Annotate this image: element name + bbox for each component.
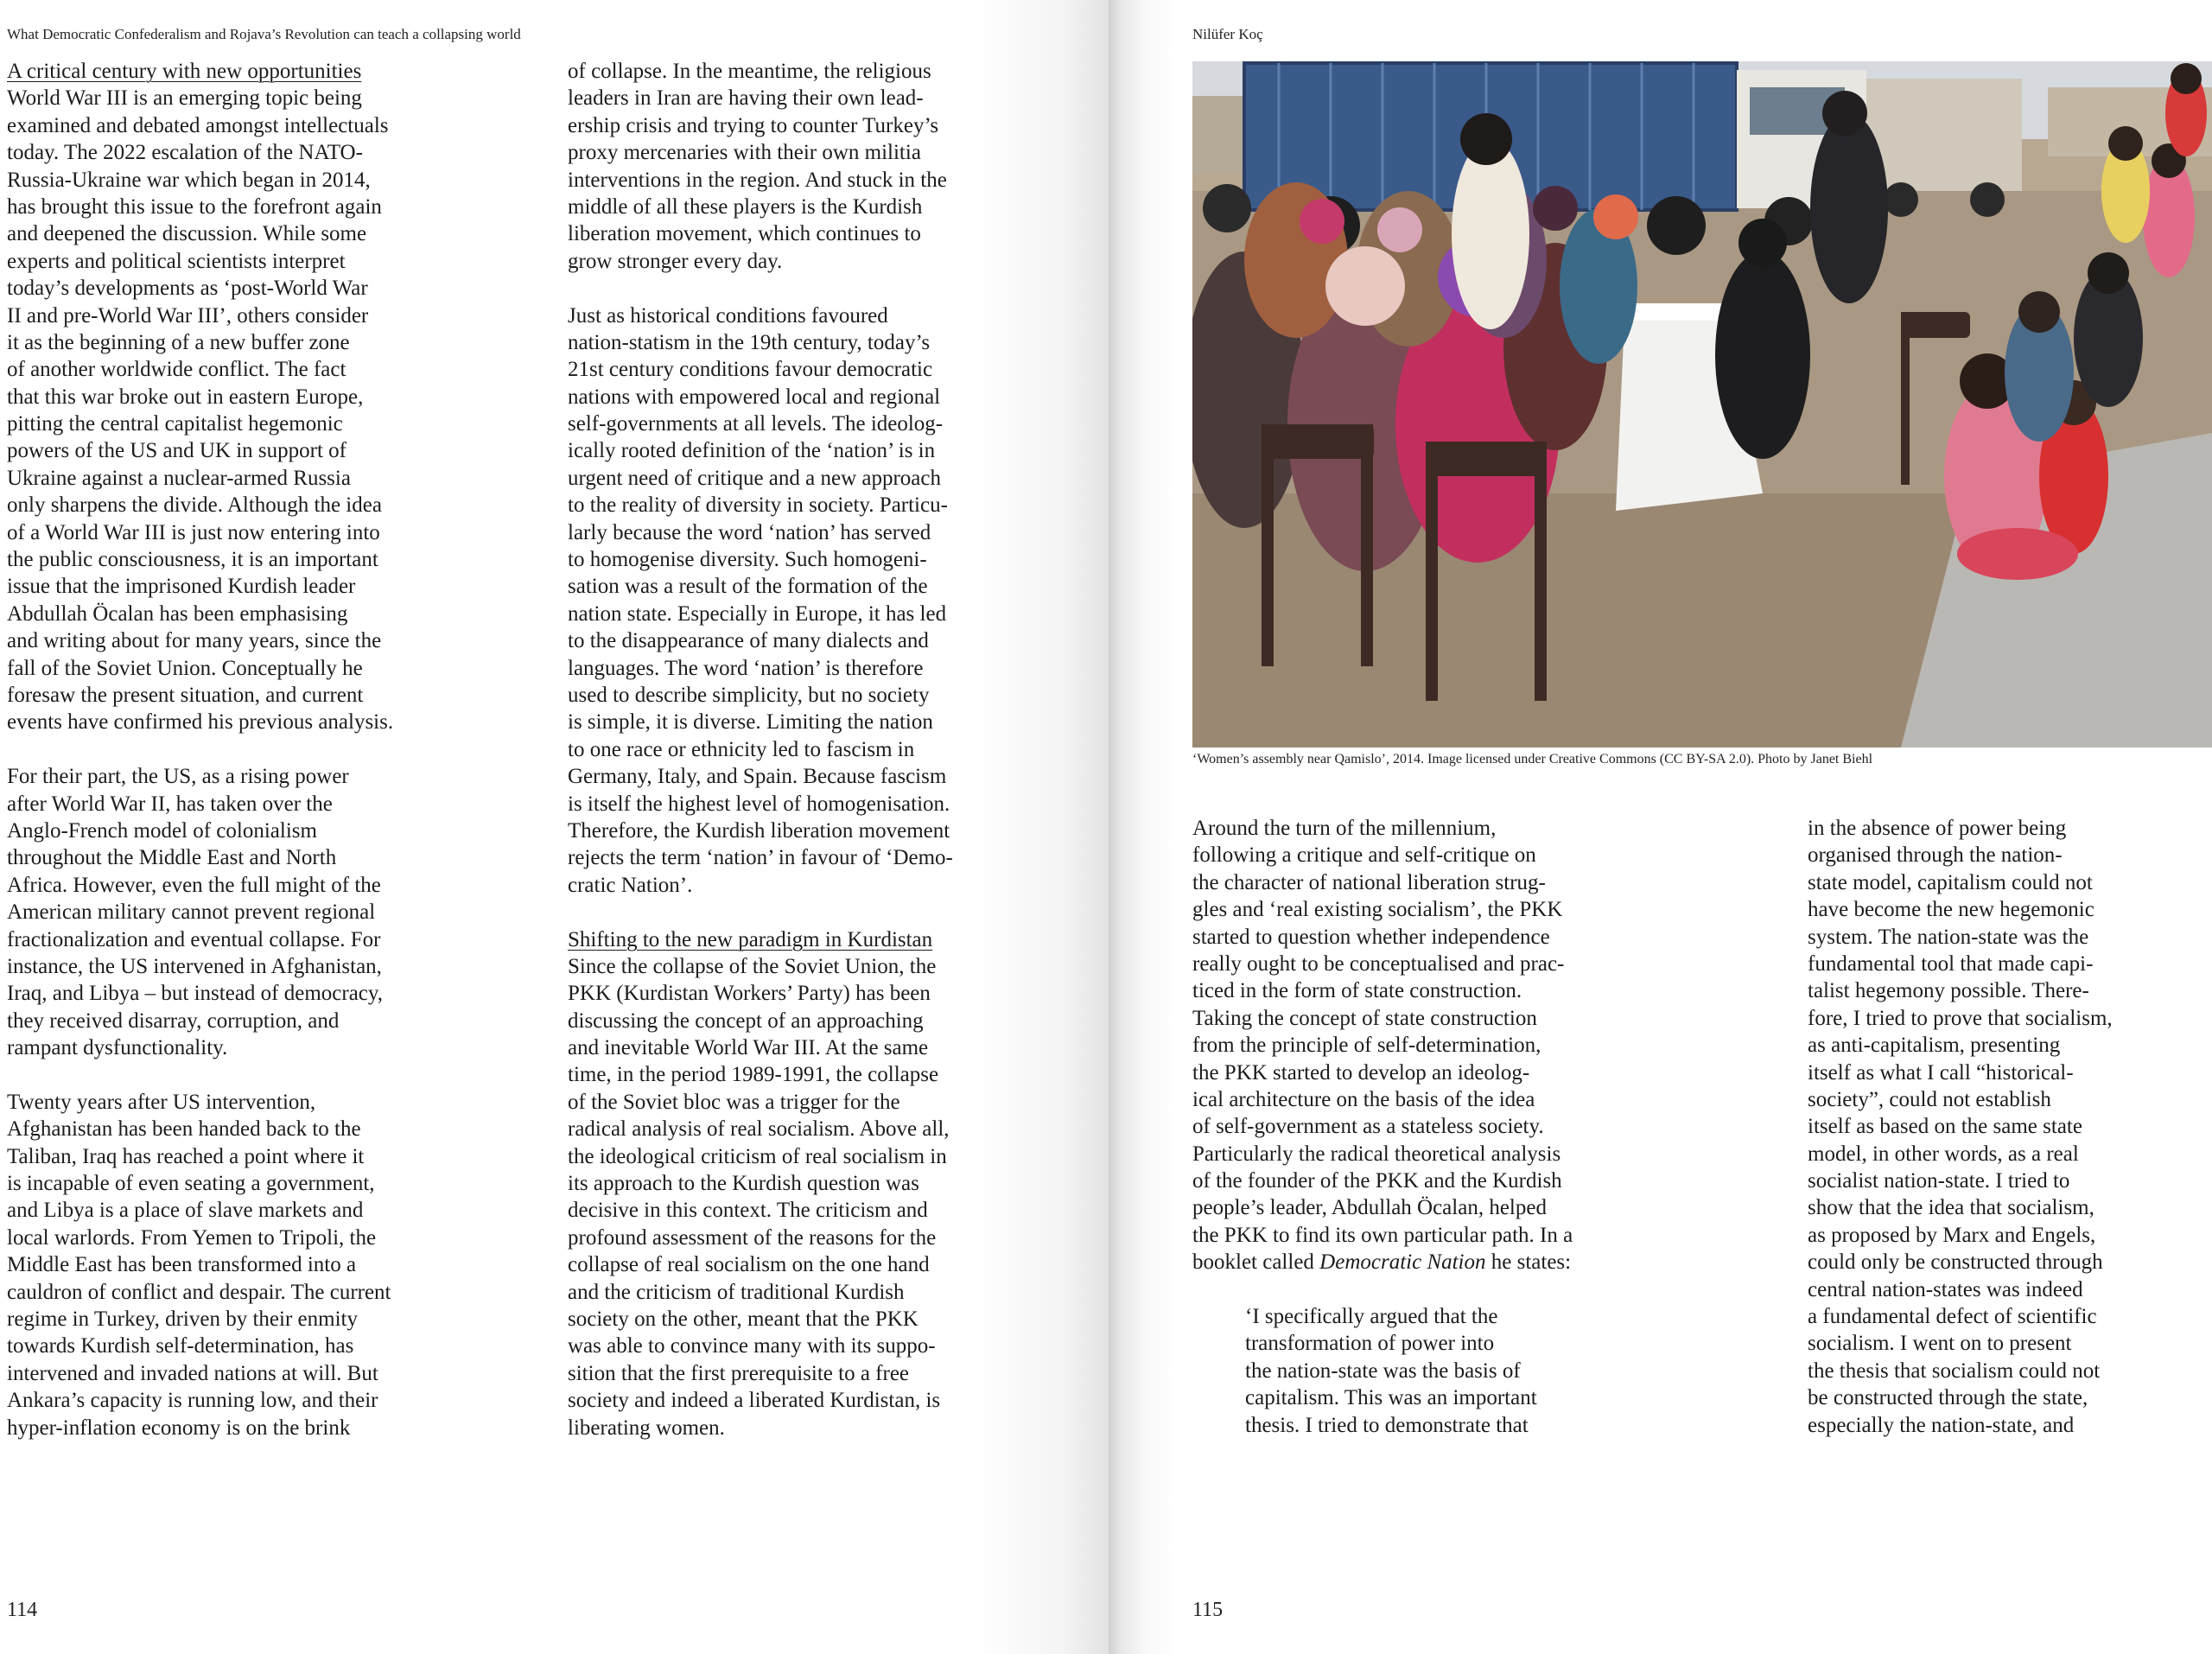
text-line: Since the collapse of the Soviet Union, the [568,954,937,978]
text-line: leaders in Iran are having their own lead- [568,86,924,111]
text-line: liberation movement, which continues to [568,222,921,246]
text-line: profound assessment of the reasons for the [568,1225,937,1250]
text-line: time, in the period 1989-1991, the collapse [568,1063,939,1087]
text-line: Taking the concept of state construction [1192,1006,1537,1030]
text-line: ticed in the form of state construction. [1192,979,1522,1003]
text-line: Anglo-French model of colonialism [7,818,317,843]
text-line: could only be constructed through [1808,1250,2103,1275]
text-line: towards Kurdish self-determination, has [7,1334,354,1358]
text-line: interventions in the region. And stuck in the [568,168,947,192]
text-line: instance, the US intervened in Afghanistan, [7,954,382,978]
text-line: Taliban, Iraq has reached a point where it [7,1144,365,1168]
text-line: middle of all these players is the Kurdish [568,194,923,219]
text-line: proxy mercenaries with their own militia [568,141,921,165]
right-page-column-2 [1808,815,2113,1439]
text-line: fore, I tried to prove that socialism, [1808,1006,2113,1030]
text-line: larly because the word ‘nation’ has served [568,520,931,544]
text-line: fundamental tool that made capi- [1808,951,2094,976]
text-line: Twenty years after US intervention, [7,1090,316,1114]
text-line: of self-government as a stateless society. [1192,1115,1544,1139]
text-line: throughout the Middle East and North [7,846,337,870]
text-line: and the criticism of traditional Kurdish [568,1280,905,1304]
text-line: organised through the nation- [1808,843,2063,868]
text-line: events have confirmed his previous analysis. [7,710,394,735]
text-line: grow stronger every day. [568,249,783,273]
text-line: the ideological criticism of real socialism in [568,1144,947,1168]
text-line: foresaw the present situation, and current [7,683,364,707]
text-line: itself as based on the same state [1808,1115,2082,1139]
text-line: American military cannot prevent regional [7,900,376,925]
text-line: that this war broke out in eastern Europe, [7,385,364,409]
book-title: Democratic Nation [1319,1250,1486,1275]
photo-caption: ‘Women’s assembly near Qamislo’, 2014. Image licensed under Creative Commons (CC BY-SA 2.0). Photo by Janet Biehl [1192,752,1873,767]
text-line: socialist nation-state. I tried to [1808,1169,2070,1193]
left-page-column-1 [7,58,393,1441]
text-line: especially the nation-state, and [1808,1413,2075,1437]
text-line: started to question whether independence [1192,925,1550,949]
text-line: state model, capitalism could not [1808,870,2093,894]
page-number-left: 114 [7,1599,38,1621]
text-line: talist hegemony possible. There- [1808,979,2089,1003]
text-line: Middle East has been transformed into a [7,1253,357,1277]
text-line: rampant dysfunctionality. [7,1036,228,1060]
paragraph-gap [7,736,393,763]
text-line: Iraq, and Libya – but instead of democracy, [7,982,384,1006]
text-line: languages. The word ‘nation’ is therefore [568,656,924,680]
text-line: sition that the first prerequisite to a free [568,1361,910,1385]
text-line: the public consciousness, it is an important [7,548,378,572]
paragraph-gap [568,899,953,926]
text-line: II and pre-World War III’, others consider [7,303,369,328]
right-page [1109,0,2212,1654]
text-line: used to describe simplicity, but no society [568,683,930,707]
text-line: Therefore, the Kurdish liberation movement [568,818,950,843]
text-line: show that the idea that socialism, [1808,1196,2094,1220]
text-line: society”, could not establish [1808,1087,2051,1111]
text-line: powers of the US and UK in support of [7,439,347,463]
running-head-right: Nilüfer Koç [1192,26,1263,42]
text-line: ical architecture on the basis of the idea [1192,1087,1535,1111]
text-line: from the principle of self-determination, [1192,1034,1541,1058]
text-line: Just as historical conditions favoured [568,303,888,328]
text-line: after World War II, has taken over the [7,792,333,816]
text-line: cratic Nation’. [568,873,693,897]
text-line: the character of national liberation strug- [1192,870,1546,894]
text-line: liberating women. [568,1415,725,1440]
left-page-column-2 [568,58,953,1441]
text-line: and inevitable World War III. At the same [568,1036,929,1060]
text-line: and writing about for many years, since the [7,629,382,653]
text-line: has brought this issue to the forefront again [7,194,382,219]
text-line: and deepened the discussion. While some [7,222,367,246]
text-line: capitalism. This was an important [1245,1386,1537,1410]
text-fragment: he states: [1485,1250,1572,1275]
text-line: 21st century conditions favour democratic [568,358,933,382]
text-line: to one race or ethnicity led to fascism in [568,737,915,761]
text-line: fall of the Soviet Union. Conceptually he [7,656,363,680]
text-line: as anti-capitalism, presenting [1808,1034,2061,1058]
text-line: Abdullah Öcalan has been emphasising [7,601,348,626]
text-line: people’s leader, Abdullah Öcalan, helped [1192,1196,1547,1220]
text-line: of a World War III is just now entering into [7,520,380,544]
text-line: experts and political scientists interpret [7,249,346,273]
text-line: of the Soviet bloc was a trigger for the [568,1090,900,1114]
text-line: examined and debated amongst intellectuals [7,113,389,137]
text-line: they received disarray, corruption, and [7,1008,340,1033]
text-line: regime in Turkey, driven by their enmity [7,1307,358,1331]
text-line: the thesis that socialism could not [1808,1358,2101,1383]
text-line: Ukraine against a nuclear-armed Russia [7,466,351,490]
text-line: rejects the term ‘nation’ in favour of ‘Demo- [568,846,953,870]
text-line: in the absence of power being [1808,817,2067,840]
text-line: pitting the central capitalist hegemonic [7,412,343,436]
text-line: ership crisis and trying to counter Turkey’s [568,113,939,137]
text-line: it as the beginning of a new buffer zone [7,330,350,354]
text-line: transformation of power into [1245,1332,1495,1356]
text-line: nation state. Especially in Europe, it has led [568,601,947,626]
photo-illustration [1192,61,2212,747]
text-line: decisive in this context. The criticism and [568,1199,928,1223]
text-line: only sharpens the divide. Although the idea [7,493,382,518]
text-line: Germany, Italy, and Spain. Because fascism [568,765,947,789]
text-line: today. The 2022 escalation of the NATO- [7,141,363,165]
paragraph-gap [7,1061,393,1088]
womens-assembly-photo [1192,61,2212,747]
text-line: is incapable of even seating a government, [7,1172,375,1196]
text-line: to the reality of diversity in society. Particu- [568,493,948,518]
text-line: and Libya is a place of slave markets and [7,1199,364,1223]
text-line: fractionalization and eventual collapse. For [7,927,381,951]
text-line: cauldron of conflict and despair. The current [7,1280,391,1304]
text-line: to homogenise diversity. Such homogeni- [568,548,927,572]
text-line: radical analysis of real socialism. Above all, [568,1117,950,1142]
text-line: of the founder of the PKK and the Kurdish [1192,1169,1562,1193]
text-line: itself as what I call “historical- [1808,1060,2074,1085]
text-line: Particularly the radical theoretical analysis [1192,1142,1561,1166]
text-line: intervened and invaded nations at will. But [7,1361,378,1385]
text-line: ‘I specifically argued that the [1245,1305,1498,1329]
paragraph-gap [1192,1276,1573,1303]
text-line: discussing the concept of an approaching [568,1008,924,1033]
text-line: PKK (Kurdistan Workers’ Party) has been [568,982,931,1006]
text-line: society and indeed a liberated Kurdistan, is [568,1389,941,1413]
paragraph-gap [568,275,953,302]
text-line: urgent need of critique and a new approach [568,466,941,490]
text-line: issue that the imprisoned Kurdish leader [7,575,356,599]
running-head-left: What Democratic Confederalism and Rojava’s Revolution can teach a collapsing world [7,26,521,42]
text-line: model, in other words, as a real [1808,1142,2079,1166]
text-line: is itself the highest level of homogenisation. [568,792,950,816]
text-line: thesis. I tried to demonstrate that [1245,1413,1529,1437]
text-line: the PKK started to develop an ideolog- [1192,1060,1530,1085]
section-heading: A critical century with new opportunities [7,60,362,83]
text-line: central nation-states was indeed [1808,1277,2083,1301]
text-line: the nation-state was the basis of [1245,1358,1521,1383]
text-line: system. The nation-state was the [1808,925,2089,949]
text-line: have become the new hegemonic [1808,898,2094,922]
text-line: socialism. I went on to present [1808,1332,2072,1356]
text-line: Afghanistan has been handed back to the [7,1117,361,1142]
text-line: Around the turn of the millennium, [1192,817,1497,840]
text-line: of another worldwide conflict. The fact [7,358,346,382]
right-page-column-1 [1192,815,1573,1439]
text-line: the PKK to find its own particular path. In a [1192,1223,1573,1247]
text-line: following a critique and self-critique on [1192,843,1536,868]
text-line [1192,1249,1573,1275]
section-heading: Shifting to the new paradigm in Kurdistan [568,927,933,951]
text-line: Africa. However, even the full might of the [7,873,381,897]
text-line: was able to convince many with its suppo- [568,1334,936,1358]
text-line: is simple, it is diverse. Limiting the nation [568,710,933,735]
text-fragment: booklet called [1192,1250,1320,1275]
text-line: of collapse. In the meantime, the religious [568,60,931,83]
text-line: nations with empowered local and regional [568,385,941,409]
text-line: local warlords. From Yemen to Tripoli, the [7,1225,377,1250]
text-line: its approach to the Kurdish question was [568,1172,919,1196]
text-line: sation was a result of the formation of the [568,575,928,599]
text-line: nation-statism in the 19th century, today’s [568,330,931,354]
text-line: really ought to be conceptualised and prac- [1192,951,1565,976]
text-line: Russia-Ukraine war which began in 2014, [7,168,371,192]
text-line: today’s developments as ‘post-World War [7,277,368,301]
text-line: gles and ‘real existing socialism’, the PKK [1192,898,1563,922]
text-line: hyper-inflation economy is on the brink [7,1415,351,1440]
text-line: as proposed by Marx and Engels, [1808,1223,2096,1247]
text-line: self-governments at all levels. The ideolog- [568,412,944,436]
text-line: Ankara’s capacity is running low, and their [7,1389,378,1413]
page-number-right: 115 [1192,1599,1224,1621]
text-line: society on the other, meant that the PKK [568,1307,918,1331]
text-line: a fundamental defect of scientific [1808,1305,2097,1329]
text-line: be constructed through the state, [1808,1386,2088,1410]
text-line: World War III is an emerging topic being [7,86,362,111]
text-line: to the disappearance of many dialects and [568,629,929,653]
text-line: collapse of real socialism on the one hand [568,1253,930,1277]
text-line: For their part, the US, as a rising power [7,765,349,789]
text-line: ically rooted definition of the ‘nation’ is in [568,439,936,463]
